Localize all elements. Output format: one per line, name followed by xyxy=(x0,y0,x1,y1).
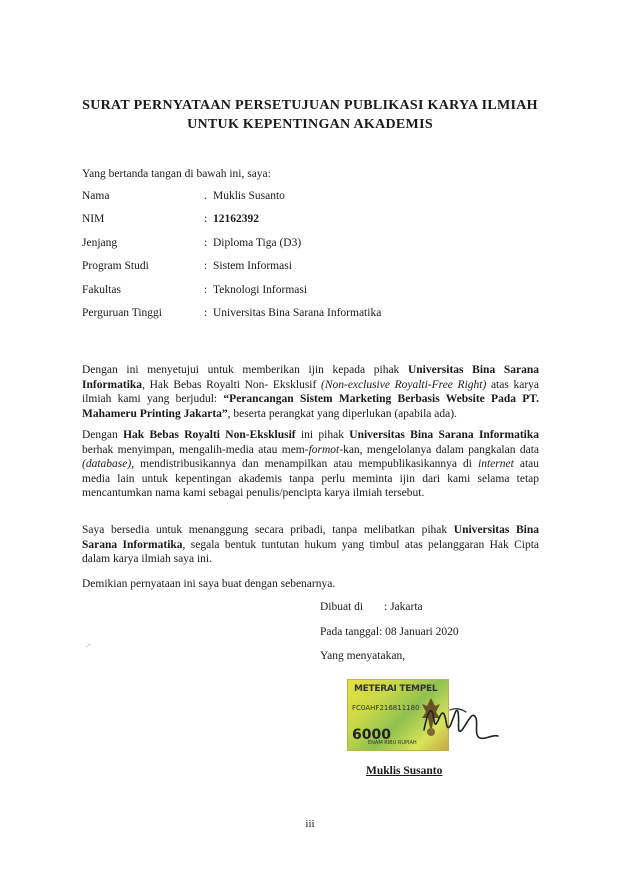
date-label: Pada tanggal xyxy=(320,626,380,638)
stamp-title: METERAI TEMPEL xyxy=(354,684,438,694)
place-line: Dibuat di : Jakarta xyxy=(320,601,423,613)
date-value: 08 Januari 2020 xyxy=(385,626,459,638)
date-line: Pada tanggal: 08 Januari 2020 xyxy=(320,626,459,638)
stamp-value: 6000 xyxy=(352,727,391,743)
paragraph-consent: Dengan ini menyetujui untuk memberikan ijin kepada pihak Universitas Bina Sarana Informatika, Hak Bebas Royalti Non- Eksklusif (Non-exclusive Royalti-Free Right) atas karya ilmiah kami yang berjudul: “Perancangan Sistem Marketing Berbasis Website Pada PT. Mahameru Printing Jakarta”, beserta perangkat yang diperlukan (apabila ada). xyxy=(82,364,540,420)
stamp-code: FC0AHF216811180 xyxy=(352,704,420,712)
stamp-subtitle: ENAM RIBU RUPIAH xyxy=(368,740,417,746)
identity-value: Sistem Informasi xyxy=(213,260,292,272)
identity-label: Fakultas xyxy=(82,284,121,296)
signoff-text: Yang menyatakan, xyxy=(320,650,406,662)
document-title-line1: SURAT PERNYATAAN PERSETUJUAN PUBLIKASI KARYA ILMIAH xyxy=(82,98,538,113)
identity-label: NIM xyxy=(82,213,105,225)
place-label: Dibuat di xyxy=(320,601,364,613)
identity-value: Diploma Tiga (D3) xyxy=(213,237,302,249)
identity-label: Jenjang xyxy=(82,237,118,249)
identity-value: Muklis Susanto xyxy=(213,190,285,202)
identity-value: 12162392 xyxy=(213,213,259,225)
identity-label: Nama xyxy=(82,190,110,202)
scan-mark: .- xyxy=(86,640,91,649)
identity-value: Universitas Bina Sarana Informatika xyxy=(213,307,382,319)
signer-name: Muklis Susanto xyxy=(366,765,443,777)
paragraph-liability: Saya bersedia untuk menanggung secara pribadi, tanpa melibatkan pihak Universitas Bina Sarana Informatika, segala bentuk tuntutan hukum yang timbul atas pelanggaran Hak Cipta dalam karya ilmiah saya ini. xyxy=(82,524,539,565)
document-title-line2: UNTUK KEPENTINGAN AKADEMIS xyxy=(187,117,433,132)
paragraph-rights: Dengan Hak Bebas Royalti Non-Eksklusif ini pihak Universitas Bina Sarana Informatika berhak menyimpan, mengalih-media atau mem-formot-kan, mengelolanya dalam pangkalan data (database), mendistribusikannya dan menampilkan atau mempublikasikannya di internet atau media lain untuk kepentingan akademis tanpa perlu meminta ijin dari kami selama tetap mencantumkan nama kami sebagai penulis/pencipta karya ilmiah tersebut. xyxy=(82,429,540,499)
place-value: Jakarta xyxy=(390,601,423,613)
identity-label: Program Studi xyxy=(82,260,149,272)
identity-value: Teknologi Informasi xyxy=(213,284,308,296)
page-number: iii xyxy=(305,818,315,830)
identity-label: Perguruan Tinggi xyxy=(82,307,162,319)
intro-text: Yang bertanda tangan di bawah ini, saya: xyxy=(82,168,271,180)
paragraph-closing: Demikian pernyataan ini saya buat dengan sebenarnya. xyxy=(82,578,336,590)
signature-icon xyxy=(420,690,500,750)
